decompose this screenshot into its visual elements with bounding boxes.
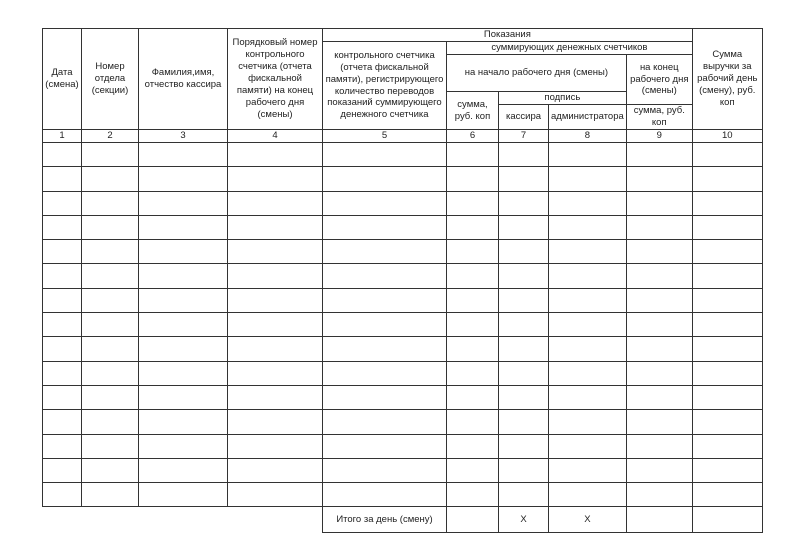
header-signature-cashier: кассира: [499, 105, 549, 130]
table-cell[interactable]: [228, 167, 323, 191]
table-cell[interactable]: [139, 361, 228, 385]
table-cell[interactable]: [692, 434, 762, 458]
table-cell[interactable]: [323, 385, 447, 409]
table-cell[interactable]: [692, 240, 762, 264]
table-cell[interactable]: [549, 191, 627, 215]
table-cell[interactable]: [228, 434, 323, 458]
table-cell[interactable]: [499, 313, 549, 337]
table-cell[interactable]: [323, 313, 447, 337]
table-row: [43, 191, 763, 215]
column-number: 10: [692, 130, 762, 143]
table-row: [43, 264, 763, 288]
table-cell[interactable]: [499, 191, 549, 215]
table-cell[interactable]: [447, 361, 499, 385]
table-cell[interactable]: [447, 313, 499, 337]
header-end-sum: сумма, руб. коп: [626, 105, 692, 130]
header-signature-admin: администратора: [549, 105, 627, 130]
table-cell[interactable]: [139, 240, 228, 264]
cashier-journal-table: [42, 28, 763, 533]
table-cell[interactable]: [626, 434, 692, 458]
table-cell[interactable]: [626, 337, 692, 361]
table-row: [43, 458, 763, 482]
column-number: 4: [228, 130, 323, 143]
table-cell[interactable]: [43, 313, 82, 337]
column-number: 6: [447, 130, 499, 143]
table-cell[interactable]: [139, 385, 228, 409]
table-cell[interactable]: [43, 337, 82, 361]
table-cell[interactable]: [447, 385, 499, 409]
table-cell[interactable]: [323, 288, 447, 312]
table-cell[interactable]: [139, 191, 228, 215]
table-cell[interactable]: [626, 215, 692, 239]
table-cell[interactable]: [499, 337, 549, 361]
table-cell[interactable]: [139, 143, 228, 167]
table-cell[interactable]: [549, 483, 627, 507]
header-department: Номер отдела (секции): [82, 29, 139, 130]
table-cell[interactable]: [499, 288, 549, 312]
table-cell[interactable]: [82, 264, 139, 288]
table-cell[interactable]: [228, 337, 323, 361]
header-start-sum: сумма, руб. коп: [447, 92, 499, 130]
table-cell[interactable]: [323, 410, 447, 434]
total-cashier-mark: Х: [499, 507, 549, 533]
table-cell[interactable]: [447, 215, 499, 239]
table-cell[interactable]: [82, 191, 139, 215]
table-cell[interactable]: [499, 167, 549, 191]
table-cell[interactable]: [228, 361, 323, 385]
column-number: 3: [139, 130, 228, 143]
table-cell[interactable]: [549, 167, 627, 191]
table-cell[interactable]: [499, 410, 549, 434]
total-label: Итого за день (смену): [323, 507, 447, 533]
table-cell[interactable]: [43, 483, 82, 507]
table-cell[interactable]: [228, 191, 323, 215]
table-cell[interactable]: [228, 410, 323, 434]
table-cell[interactable]: [447, 143, 499, 167]
table-cell[interactable]: [692, 143, 762, 167]
table-cell[interactable]: [82, 167, 139, 191]
table-cell[interactable]: [549, 434, 627, 458]
table-row: [43, 361, 763, 385]
header-day-end: на конец рабочего дня (смены): [626, 55, 692, 105]
table-cell[interactable]: [323, 361, 447, 385]
table-cell[interactable]: [549, 458, 627, 482]
table-cell[interactable]: [82, 458, 139, 482]
table-cell[interactable]: [626, 143, 692, 167]
table-cell[interactable]: [626, 483, 692, 507]
table-row: [43, 483, 763, 507]
table-cell[interactable]: [43, 288, 82, 312]
table-cell[interactable]: [82, 385, 139, 409]
table-cell[interactable]: [228, 143, 323, 167]
total-spacer: [43, 507, 323, 533]
table-cell[interactable]: [447, 410, 499, 434]
table-cell[interactable]: [447, 191, 499, 215]
table-cell[interactable]: [139, 410, 228, 434]
table-cell[interactable]: [228, 313, 323, 337]
table-cell[interactable]: [447, 483, 499, 507]
table-cell[interactable]: [692, 288, 762, 312]
table-cell[interactable]: [447, 264, 499, 288]
table-row: [43, 288, 763, 312]
table-cell[interactable]: [499, 143, 549, 167]
table-cell[interactable]: [228, 215, 323, 239]
table-cell[interactable]: [626, 240, 692, 264]
total-end-sum-cell[interactable]: [626, 507, 692, 533]
table-cell[interactable]: [692, 337, 762, 361]
total-row: [43, 507, 763, 533]
table-cell[interactable]: [499, 264, 549, 288]
header-fiscal-number: Порядковый номер контрольного счетчика (отчета фискальной памяти) на конец рабочего дня (смены): [228, 29, 323, 130]
table-cell[interactable]: [139, 483, 228, 507]
table-cell[interactable]: [82, 143, 139, 167]
table-cell[interactable]: [447, 337, 499, 361]
table-row: [43, 385, 763, 409]
table-cell[interactable]: [139, 337, 228, 361]
table-cell[interactable]: [549, 288, 627, 312]
table-cell[interactable]: [499, 458, 549, 482]
table-cell[interactable]: [499, 385, 549, 409]
table-cell[interactable]: [323, 143, 447, 167]
table-cell[interactable]: [139, 288, 228, 312]
table-cell[interactable]: [323, 215, 447, 239]
table-cell[interactable]: [549, 215, 627, 239]
table-cell[interactable]: [139, 264, 228, 288]
table-cell[interactable]: [692, 167, 762, 191]
table-cell[interactable]: [82, 337, 139, 361]
table-cell[interactable]: [549, 313, 627, 337]
table-cell[interactable]: [82, 288, 139, 312]
table-cell[interactable]: [549, 143, 627, 167]
table-cell[interactable]: [139, 313, 228, 337]
table-cell[interactable]: [692, 215, 762, 239]
table-cell[interactable]: [228, 240, 323, 264]
table-cell[interactable]: [323, 191, 447, 215]
table-cell[interactable]: [626, 458, 692, 482]
table-cell[interactable]: [43, 191, 82, 215]
table-cell[interactable]: [626, 385, 692, 409]
table-cell[interactable]: [228, 385, 323, 409]
column-number: 9: [626, 130, 692, 143]
table-cell[interactable]: [82, 483, 139, 507]
table-cell[interactable]: [82, 410, 139, 434]
table-cell[interactable]: [499, 240, 549, 264]
table-cell[interactable]: [499, 434, 549, 458]
table-cell[interactable]: [323, 264, 447, 288]
table-cell[interactable]: [43, 361, 82, 385]
table-cell[interactable]: [692, 313, 762, 337]
column-number: 2: [82, 130, 139, 143]
table-cell[interactable]: [499, 215, 549, 239]
table-cell[interactable]: [82, 361, 139, 385]
table-cell[interactable]: [626, 264, 692, 288]
table-row: [43, 410, 763, 434]
table-cell[interactable]: [323, 167, 447, 191]
table-cell[interactable]: [549, 337, 627, 361]
header-control-counter: контрольного счетчика (отчета фискальной памяти), регистрирующего количество переводов показаний суммирующего денежного счетчика: [323, 42, 447, 130]
table-cell[interactable]: [82, 313, 139, 337]
header-day-start: на начало рабочего дня (смены): [447, 55, 627, 92]
table-cell[interactable]: [139, 167, 228, 191]
table-cell[interactable]: [43, 410, 82, 434]
header-date: Дата (смена): [43, 29, 82, 130]
table-cell[interactable]: [43, 143, 82, 167]
table-cell[interactable]: [43, 167, 82, 191]
column-number-row: [43, 130, 763, 143]
column-number: 8: [549, 130, 627, 143]
total-admin-mark: Х: [549, 507, 627, 533]
table-row: [43, 215, 763, 239]
header-signature: подпись: [499, 92, 627, 105]
column-number: 7: [499, 130, 549, 143]
table-cell[interactable]: [447, 167, 499, 191]
table-cell[interactable]: [82, 240, 139, 264]
table-cell[interactable]: [43, 264, 82, 288]
table-cell[interactable]: [228, 458, 323, 482]
table-cell[interactable]: [692, 483, 762, 507]
table-cell[interactable]: [323, 458, 447, 482]
table-cell[interactable]: [139, 434, 228, 458]
table-cell[interactable]: [692, 385, 762, 409]
column-number: 1: [43, 130, 82, 143]
table-cell[interactable]: [447, 458, 499, 482]
table-cell[interactable]: [447, 240, 499, 264]
table-cell[interactable]: [447, 434, 499, 458]
table-cell[interactable]: [549, 410, 627, 434]
table-row: [43, 337, 763, 361]
column-number: 5: [323, 130, 447, 143]
table-cell[interactable]: [692, 264, 762, 288]
table-row: [43, 143, 763, 167]
total-revenue-cell[interactable]: [692, 507, 762, 533]
table-cell[interactable]: [228, 288, 323, 312]
total-start-sum-cell[interactable]: [447, 507, 499, 533]
table-cell[interactable]: [43, 434, 82, 458]
table-cell[interactable]: [323, 434, 447, 458]
table-cell[interactable]: [499, 483, 549, 507]
table-cell[interactable]: [447, 288, 499, 312]
table-cell[interactable]: [626, 410, 692, 434]
table-cell[interactable]: [692, 191, 762, 215]
table-cell[interactable]: [626, 288, 692, 312]
table-row: [43, 167, 763, 191]
table-cell[interactable]: [43, 458, 82, 482]
table-cell[interactable]: [139, 215, 228, 239]
table-cell[interactable]: [43, 385, 82, 409]
table-cell[interactable]: [549, 264, 627, 288]
table-cell[interactable]: [626, 313, 692, 337]
table-cell[interactable]: [549, 240, 627, 264]
table-row: [43, 313, 763, 337]
header-cashier-name: Фамилия,имя, отчество кассира: [139, 29, 228, 130]
table-cell[interactable]: [549, 361, 627, 385]
header-summing-counters: суммирующих денежных счетчиков: [447, 42, 693, 55]
table-cell[interactable]: [626, 167, 692, 191]
table-cell[interactable]: [323, 240, 447, 264]
table-cell[interactable]: [43, 215, 82, 239]
table-row: [43, 240, 763, 264]
table-cell[interactable]: [323, 483, 447, 507]
table-cell[interactable]: [323, 337, 447, 361]
table-body: [43, 29, 763, 533]
table-cell[interactable]: [228, 483, 323, 507]
table-cell[interactable]: [626, 361, 692, 385]
table-cell[interactable]: [228, 264, 323, 288]
table-row: [43, 434, 763, 458]
table-cell[interactable]: [43, 240, 82, 264]
table-cell[interactable]: [82, 215, 139, 239]
table-cell[interactable]: [692, 410, 762, 434]
table-cell[interactable]: [692, 458, 762, 482]
table-cell[interactable]: [82, 434, 139, 458]
header-revenue: Сумма выручки за рабочий день (смену), руб. коп: [692, 29, 762, 130]
header-readings: Показания: [323, 29, 693, 42]
table-cell[interactable]: [499, 361, 549, 385]
table-cell[interactable]: [549, 385, 627, 409]
table-cell[interactable]: [626, 191, 692, 215]
table-cell[interactable]: [692, 361, 762, 385]
table-cell[interactable]: [139, 458, 228, 482]
